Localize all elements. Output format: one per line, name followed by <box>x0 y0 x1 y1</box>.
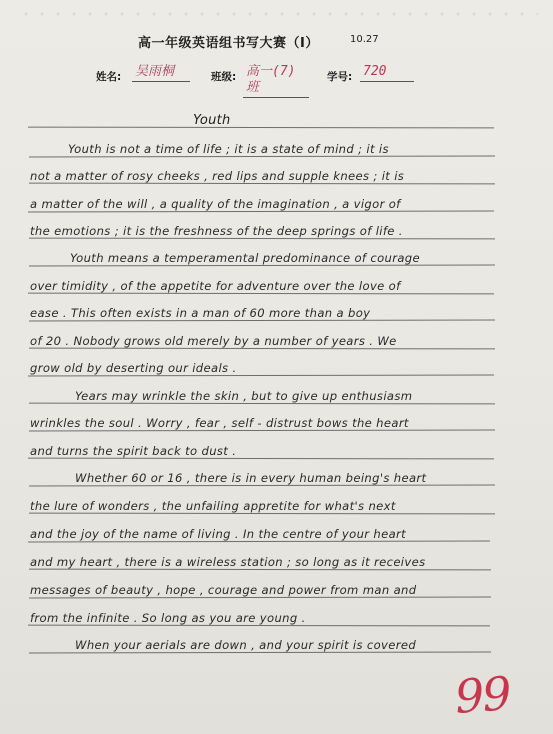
essay-line: Youth means a temperamental predominance of courage <box>70 251 420 265</box>
score-mark: 99 <box>453 666 512 724</box>
contest-title: 高一年级英语组书写大赛（I） <box>138 36 319 51</box>
essay-line: over timidity , of the appetite for adventure over the love of <box>30 279 401 293</box>
name-label: 姓名: <box>96 71 122 83</box>
essay-line: and my heart , there is a wireless station ; so long as it receives <box>30 555 426 569</box>
essay-line: When your aerials are down , and your spirit is covered <box>75 638 417 652</box>
essay-line: and turns the spirit back to dust . <box>30 444 237 458</box>
class-label: 班级: <box>211 71 237 83</box>
essay-line: from the infinite . So long as you are young . <box>30 611 306 625</box>
essay-line: wrinkles the soul . Worry , fear , self - distrust bows the heart <box>30 416 409 430</box>
essay-line: Years may wrinkle the skin , but to give up enthusiasm <box>75 389 413 403</box>
essay-line: ease . This often exists in a man of 60 more than a boy <box>30 306 371 320</box>
id-label: 学号: <box>327 71 353 83</box>
essay-line: grow old by deserting our ideals . <box>30 361 237 375</box>
essay-line: and the joy of the name of living . In the centre of your heart <box>30 527 407 541</box>
essay-title: Youth <box>193 113 231 128</box>
essay-line: the lure of wonders , the unfailing appretite for what's next <box>30 499 396 513</box>
essay-line: not a matter of rosy cheeks , red lips and supple knees ; it is <box>30 169 405 183</box>
id-value: 720 <box>360 64 414 82</box>
name-value: 吴雨桐 <box>132 64 190 82</box>
perforation-dots <box>18 10 538 18</box>
essay-line: Whether 60 or 16 , there is in every human being's heart <box>75 471 427 485</box>
ruled-line <box>28 127 494 129</box>
essay-line: messages of beauty , hope , courage and power from man and <box>30 583 417 597</box>
essay-line: the emotions ; it is the freshness of the deep springs of life . <box>30 224 403 238</box>
contest-date: 10.27 <box>350 34 379 45</box>
class-value: 高一(7)班 <box>243 64 309 98</box>
essay-line: a matter of the will , a quality of the imagination , a vigor of <box>30 197 401 211</box>
essay-line: Youth is not a time of life ; it is a state of mind ; it is <box>68 142 389 156</box>
essay-line: of 20 . Nobody grows old merely by a number of years . We <box>30 334 397 348</box>
